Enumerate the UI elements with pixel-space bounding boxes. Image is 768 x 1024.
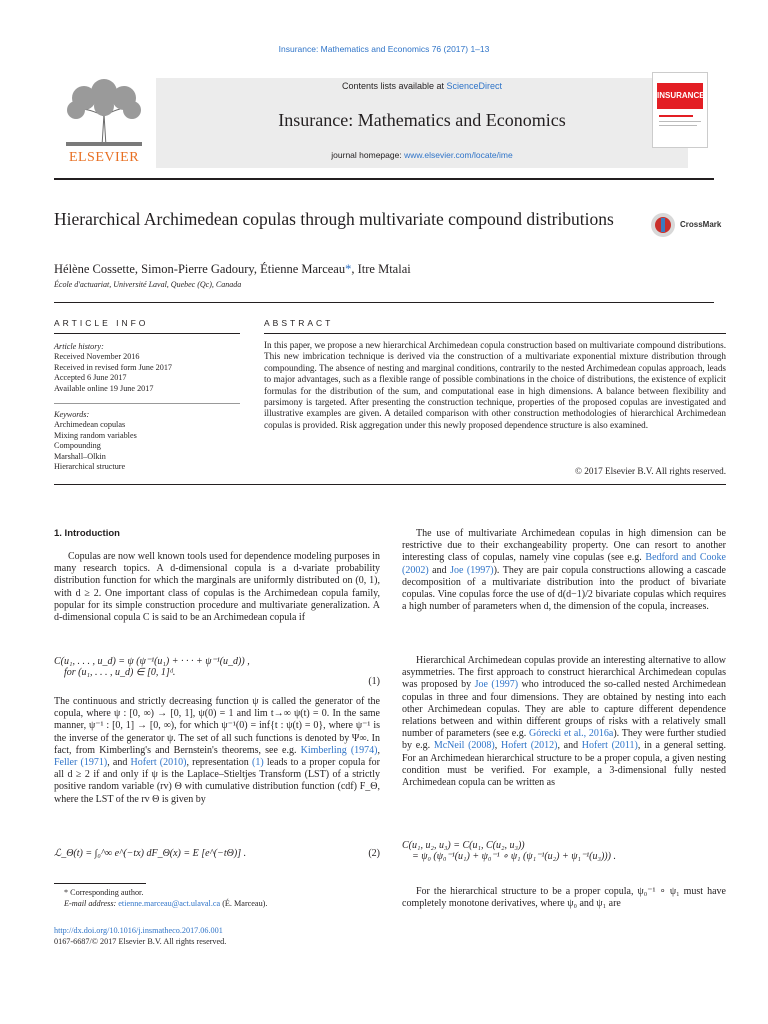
citation-link[interactable]: Hofert (2011) (581, 740, 638, 752)
email-link[interactable]: etienne.marceau@act.ulaval.ca (118, 898, 221, 908)
citation-link[interactable]: McNeil (2008) (433, 740, 495, 752)
abstract-heading: ABSTRACT (264, 318, 334, 328)
article-title: Hierarchical Archimedean copulas through multivariate compound distributions (54, 209, 614, 229)
paragraph: The use of multivariate Archimedean copulas in high dimension can be restrictive due to their exchangeability property. One can resort to another interesting class of copulas, namely vine copulas (see e.g. Bedford and Cooke (2002) and Joe (1997)). They are pair copula constructions allowing a cascade decomposition of a multivariate distribution into the product of bivariate copulas. Vine copulas force the use of d(d−1)/2 bivariate copulas which requires a high number of parameters when d, the dimension of the copula, increases. (402, 528, 726, 613)
equation-number: (2) (368, 848, 380, 859)
history-item: Received November 2016 (54, 352, 140, 362)
affiliation: École d'actuariat, Université Laval, Quebec (Qc), Canada (54, 280, 242, 289)
equation-number: (1) (368, 676, 380, 687)
keyword: Mixing random variables (54, 430, 137, 440)
crossmark-label: CrossMark (680, 220, 722, 229)
equation-3: C(u₁, u₂, u₃) = C(u₁, C(u₂, u₃)) = ψ₀ (ψ₀⁻¹(u₁) + ψ₀⁻¹ ∘ ψ₁ (ψ₁⁻¹(u₂) + ψ₁⁻¹(u₃))) . (402, 840, 616, 862)
keywords: Keywords: Archimedean copulas Mixing random variables Compounding Marshall–Olkin Hierarchical structure (54, 410, 244, 472)
doi-block (54, 926, 380, 947)
abstract-rule (54, 484, 726, 485)
journal-cover (652, 72, 708, 148)
homepage-link[interactable]: www.elsevier.com/locate/ime (404, 150, 513, 160)
publisher-name: ELSEVIER (68, 150, 140, 165)
citation-link[interactable]: Joe (1997) (474, 679, 519, 691)
elsevier-tree-logo (54, 76, 154, 148)
keyword: Hierarchical structure (54, 462, 126, 472)
sciencedirect-link[interactable]: ScienceDirect (446, 81, 503, 91)
paragraph: Copulas are now well known tools used for dependence modeling purposes in many research topics. A d-dimensional copula is a d-variate probability distribution function for which the marginals are uniformly distributed on (0, 1), with d ≥ 2. One important class of copulas is the Archimedean copula family, popular for its simple construction procedure and multivariate generalization. A d-dimensional copula C is said to be an Archimedean copula if (54, 551, 380, 624)
paragraph: The continuous and strictly decreasing function ψ is called the generator of the copula, where ψ : [0, ∞) → [0, 1], ψ(0) = 1 and lim t→∞ ψ(t) = 0. In the same manner, ψ⁻¹ : [0, 1] → [0, ∞), for which ψ⁻¹(0) = inf{t : ψ(t) = 0}, where ψ⁻¹ is the inverse of the generator ψ. The set of all such functions is denoted by Ψ∞. In fact, from Kimberling's and Bernstein's theorems, see e.g. Kimberling (1974), Feller (1971), and Hofert (2010), representation (1) leads to a proper copula for all d ≥ 2 if and only if ψ is the Laplace–Stieltjes Transform (LST) of a strictly positive random variable (rv) Θ with cumulative distribution function (cdf) F_Θ, where the LST of the rv Θ is given by (54, 696, 381, 805)
corresponding-note: * Corresponding author. (64, 888, 144, 897)
banner-center (156, 78, 688, 168)
equation-ref-link[interactable]: (1) (252, 757, 264, 769)
citation-link[interactable]: Joe (1997) (450, 564, 494, 576)
abstract-copyright: © 2017 Elsevier B.V. All rights reserved. (575, 466, 726, 476)
paragraph: For the hierarchical structure to be a proper copula, ψ₀⁻¹ ∘ ψ₁ must have completely monotone derivatives, where ψ₀ and ψ₁ are (402, 886, 726, 910)
author-list: Hélène Cossette, Simon-Pierre Gadoury, Étienne Marceau*, Itre Mtalai (54, 262, 411, 276)
email-line: E-mail address: etienne.marceau@act.ulaval.ca (É. Marceau). (64, 898, 268, 908)
journal-banner (54, 78, 714, 172)
citation-link[interactable]: Kimberling (1974) (300, 744, 378, 756)
history-item: Available online 19 June 2017 (54, 383, 154, 393)
contents-line: Contents lists available at ScienceDirect (341, 81, 503, 91)
header-rule (54, 178, 714, 180)
article-history: Article history: Received November 2016 Received in revised form June 2017 Accepted 6 June 2017 Available online 19 June 2017 (54, 342, 244, 394)
history-item: Received in revised form June 2017 (54, 362, 173, 372)
journal-title: Insurance: Mathematics and Economics (278, 110, 566, 130)
citation-link[interactable]: Bedford and Cooke (2002) (402, 552, 726, 576)
cover-title: INSURANCE (657, 83, 703, 109)
abstract-text: In this paper, we propose a new hierarchical Archimedean copula construction based on multivariate compound distributions. This new imbrication technique is derived via the construction of a multivariate exponential mixture distribution through compounding. The absence of nesting and marginal conditions, contrarily to the nested Archimedean copulas approach, leads to major advantages, such as a flexible range of possible combinations in the choice of distributions, the existence of explicit formulas for the distribution of the sum, and computational ease in high dimensions. A balance between flexibility and parsimony is targeted. After presenting the construction technique, properties of the proposed copulas are investigated and illustrative examples are given. A detailed comparison with other construction methodologies of hierarchical Archimedean copulas is provided. Risk aggregation under this newly proposed dependence structure is also examined. (264, 340, 726, 430)
equation-1: C(u₁, . . . , u_d) = ψ (ψ⁻¹(u₁) + · · · + ψ⁻¹(u_d)) , for (u₁, . . . , u_d) ∈ [0, 1]ᵈ. (1) (54, 656, 380, 687)
title-rule (54, 302, 714, 303)
article-info-heading: ARTICLE INFO (54, 318, 149, 328)
doi-link[interactable]: http://dx.doi.org/10.1016/j.insmatheco.2017.06.001 (54, 926, 223, 935)
keyword: Marshall–Olkin (54, 451, 106, 461)
homepage-line: journal homepage: www.elsevier.com/locate/ime (331, 150, 513, 160)
citation-link[interactable]: Hofert (2012) (500, 740, 558, 752)
keyword: Archimedean copulas (54, 420, 126, 430)
crossmark-icon (650, 212, 676, 238)
issn: 0167-6687/© 2017 Elsevier B.V. All rights reserved. (54, 936, 227, 946)
journal-reference[interactable]: Insurance: Mathematics and Economics 76 (2017) 1–13 (278, 44, 490, 54)
section-heading: 1. Introduction (54, 528, 120, 539)
corresponding-author-mark[interactable]: * (345, 262, 352, 276)
equation-2: ℒ_Θ(t) = ∫₀^∞ e^(−tx) dF_Θ(x) = E [e^(−tΘ)] . (2) (54, 848, 380, 859)
citation-link[interactable]: Górecki et al., 2016a (529, 728, 614, 740)
history-item: Accepted 6 June 2017 (54, 373, 127, 383)
crossmark-badge[interactable] (650, 212, 730, 242)
footnote (54, 888, 390, 909)
paragraph: Hierarchical Archimedean copulas provide an interesting alternative to allow asymmetries. The first approach to construct hierarchical Archimedean copulas was proposed by Joe (1997) who introduced the so-called nested Archimedean copulas in three and four dimensions. They are obtained by nesting into each other Archimedean copulas. They are able to capture different dependence relations between and within different groups of risks with a relatively small number of parameters (see e.g. Górecki et al., 2016a). They were further studied by e.g. McNeil (2008), Hofert (2012), and Hofert (2011), in a general setting. For an Archimedean hierarchical structure to be a proper copula, a given nesting condition must be verified. For example, a 3-dimensional fully nested Archimedean copula can be written as (402, 655, 726, 789)
citation-link[interactable]: Hofert (2010) (130, 757, 187, 769)
citation-link[interactable]: Feller (1971) (54, 757, 108, 769)
keyword: Compounding (54, 441, 101, 451)
